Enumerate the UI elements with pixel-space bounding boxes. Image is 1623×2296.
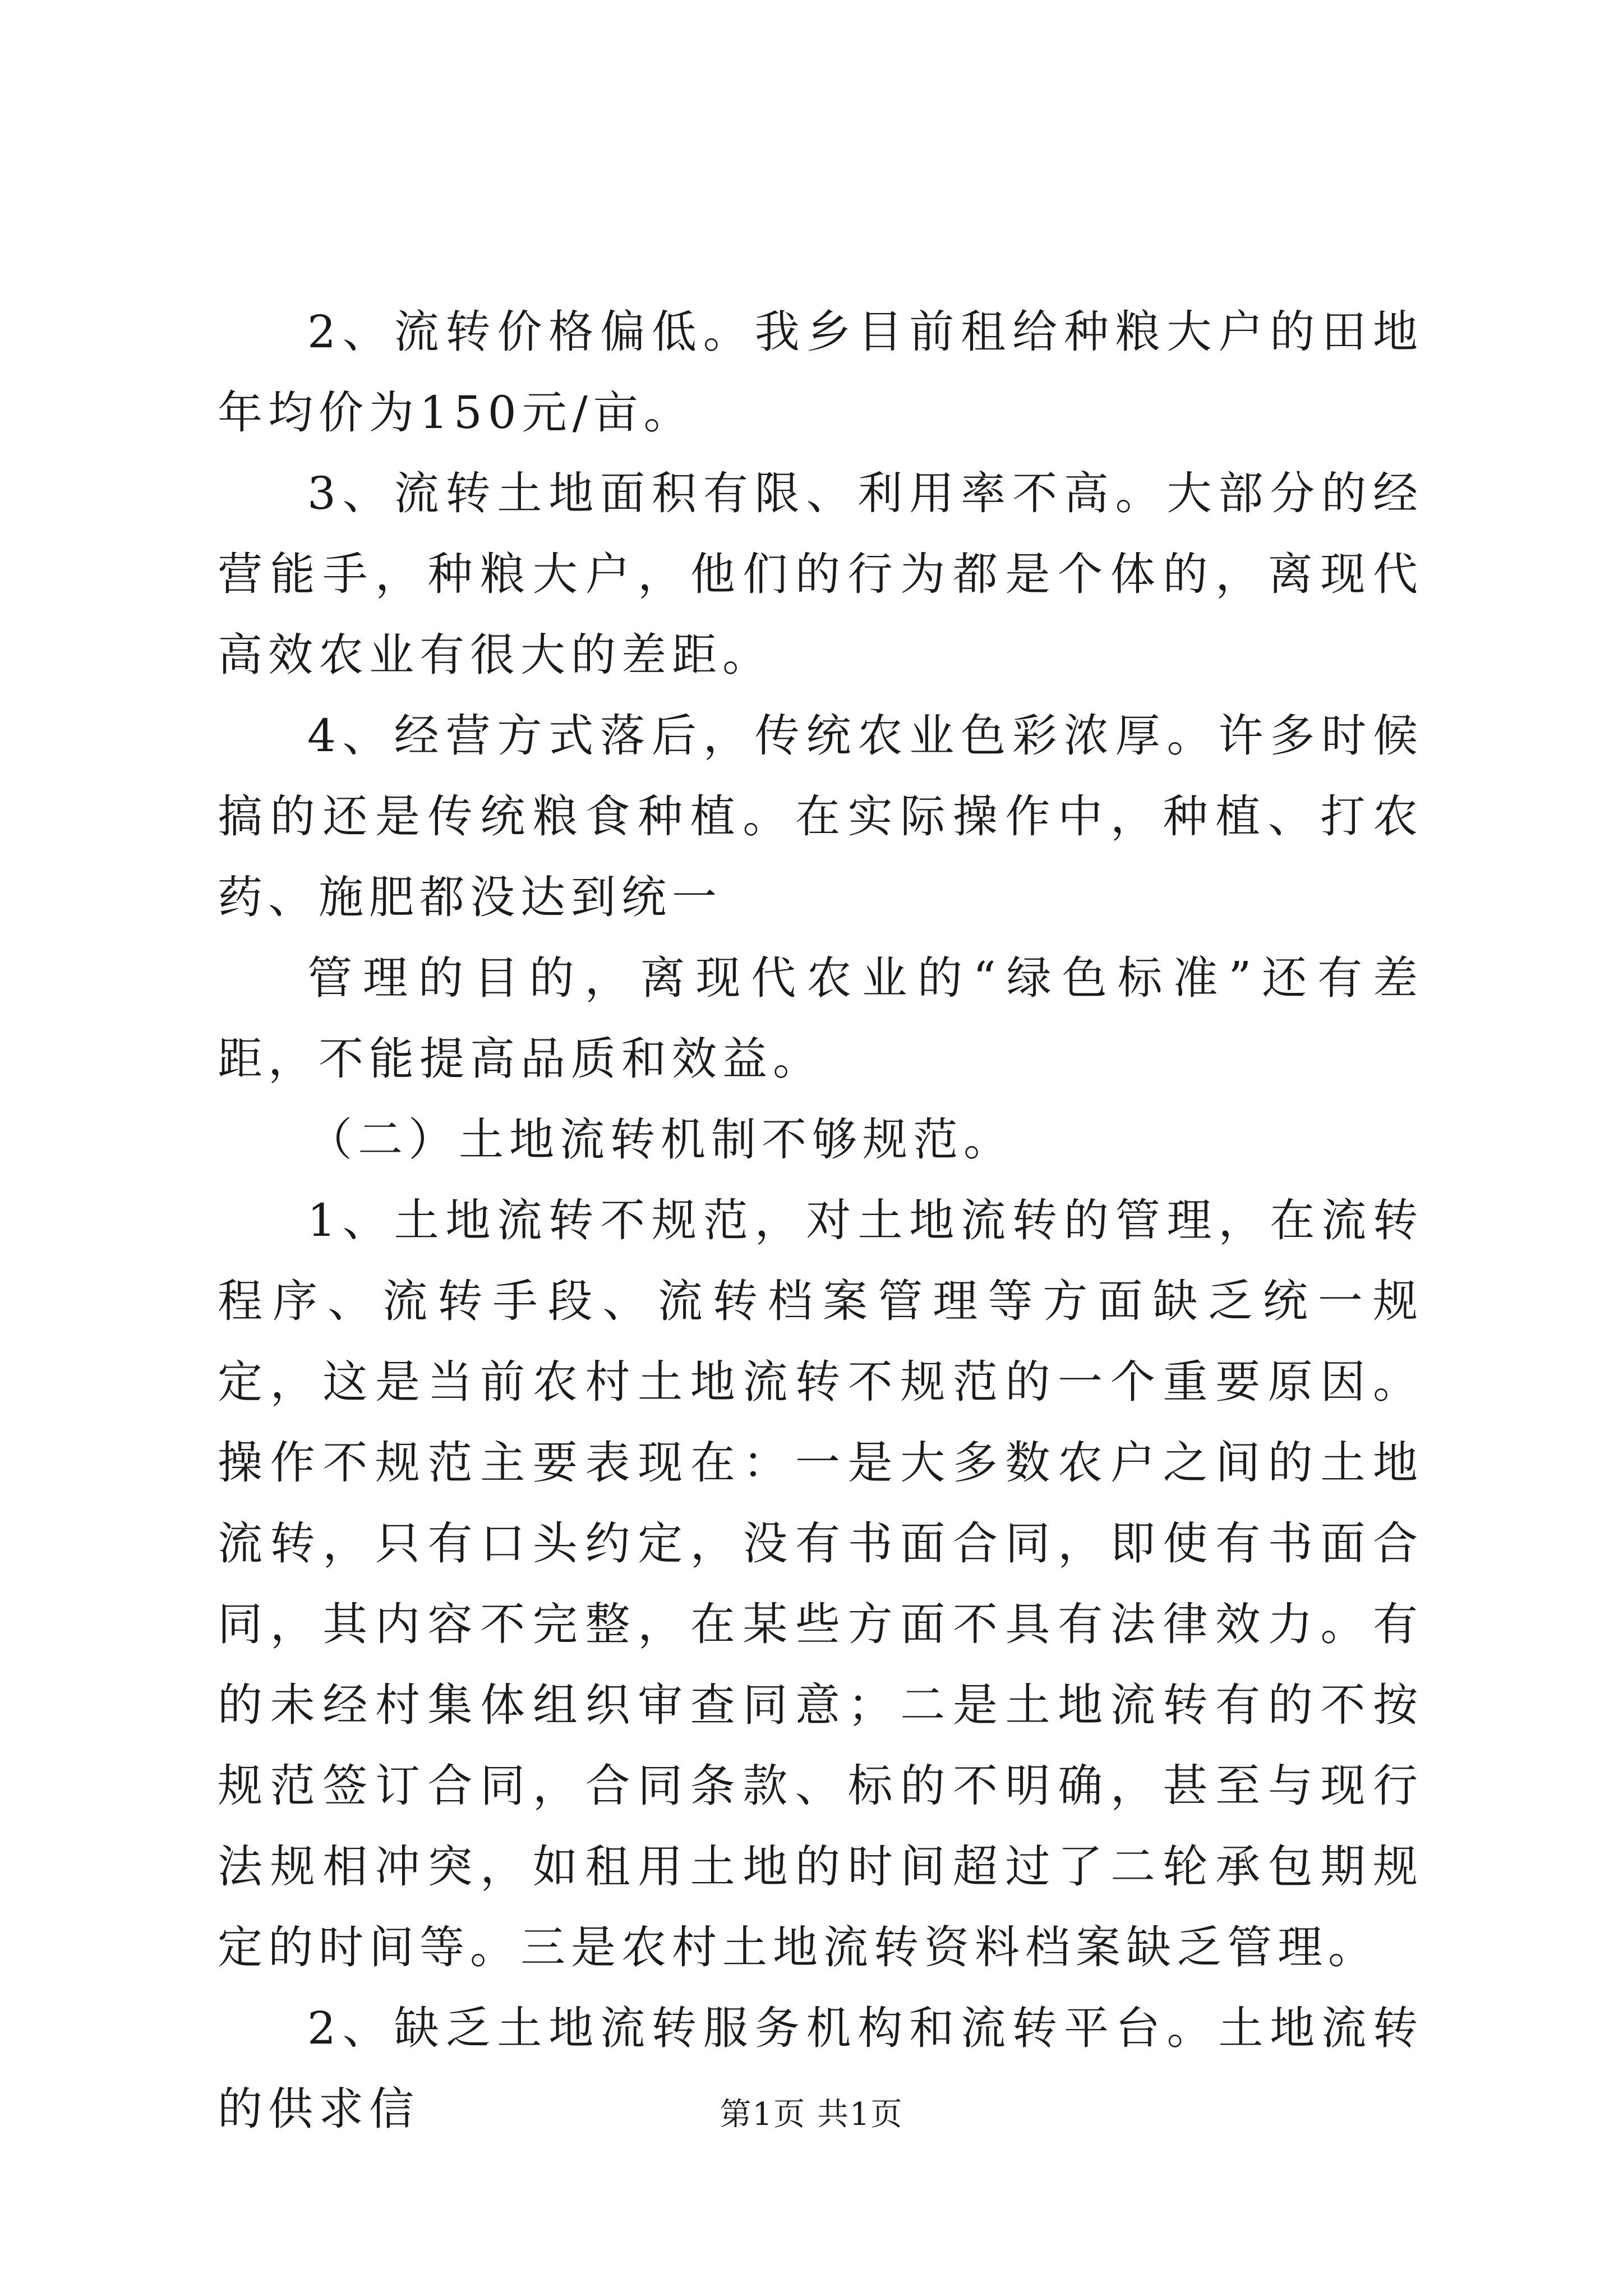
paragraph-price-low: 2、流转价格偏低。我乡目前租给种粮大户的田地年均价为150元/亩。	[218, 306, 1423, 439]
paragraph-transfer-irregular: 1、土地流转不规范，对土地流转的管理，在流转程序、流转手段、流转档案管理等方面缺乏统一规定，这是当前农村土地流转不规范的一个重要原因。操作不规范主要表现在：一是大多数农户之间的土地流转，只有口头约定，没有书面合同，即使有书面合同，其内容不完整，在某些方面不具有法律效力。有的未经村集体组织审查同意；二是土地流转有的不按规范签订合同，合同条款、标的不明确，甚至与现行法规相冲突，如租用土地的时间超过了二轮承包期规定的时间等。三是农村土地流转资料档案缺乏管理。	[218, 1194, 1423, 1973]
paragraph-area-limited: 3、流转土地面积有限、利用率不高。大部分的经营能手，种粮大户，他们的行为都是个体的，离现代高效农业有很大的差距。	[218, 467, 1423, 681]
page-footer: 第1页 共1页	[720, 2096, 903, 2133]
paragraph-management-backward: 4、经营方式落后，传统农业色彩浓厚。许多时候搞的还是传统粮食种植。在实际操作中，种植、打农药、施肥都没达到统一	[218, 710, 1423, 923]
paragraph-management-continued: 管理的目的，离现代农业的“绿色标准”还有差距，不能提高品质和效益。	[218, 952, 1423, 1085]
paragraph-service-platform: 2、缺乏土地流转服务机构和流转平台。土地流转的供求信	[218, 2002, 1423, 2135]
document-body	[218, 292, 1423, 2150]
section-heading-mechanism: （二）土地流转机制不够规范。	[307, 1114, 1014, 1166]
